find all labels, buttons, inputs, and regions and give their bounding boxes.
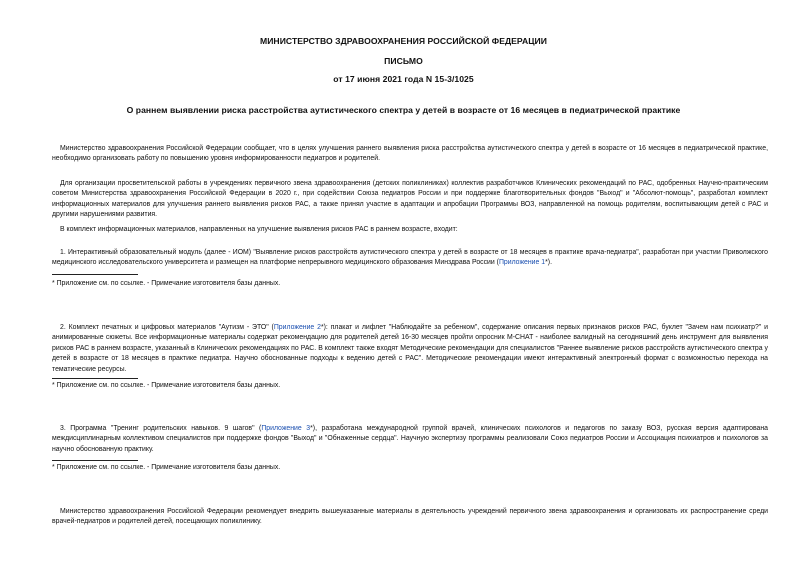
footnote-2: * Приложение см. по ссылке. - Примечание изготовителя базы данных.	[52, 382, 281, 389]
footnote-divider	[52, 274, 138, 275]
paragraph-intro: Министерство здравоохранения Российской Федерации сообщает, что в целях улучшения раннего выявления риска расстройства аутистического спектра у детей в возрасте от 16 месяцев в педиатрической практике, необходимо организовать работу по повышению уровня информированности педиатров и родителей.	[52, 145, 768, 163]
list-item-2: 2. Комплект печатных и цифровых материалов "Аутизм - ЭТО" (Приложение 2*): плакат и лифлет "Наблюдайте за ребенком", содержание описания первых признаков рисков РАС, буклет "Зачем нам психиатр?" и анимированные сюжеты. Все информационные материалы содержат рекомендацию для родителей детей 16-30 месяцев пройти опросник M-CHAT - наиболее валидный на сегодняшний день инструмент для выявления рисков РАС в раннем возрасте, указанный в Клинических рекомендациях по РАС. В комплект также входят Методические рекомендации для специалистов "Раннее выявление рисков расстройств аутистического спектра у детей в возрасте от 18 месяцев в практике педиатра. Научно обоснованные подходы к ведению детей с РАС". Методические рекомендации имеют интерактивный электронный формат с возможностью перехода на тематические ресурсы.	[52, 324, 768, 373]
list-item-1: 1. Интерактивный образовательный модуль (далее - ИОМ) "Выявление рисков расстройств аутистического спектра у детей в возрасте от 18 месяцев в практике врача-педиатра", разработан при участии Приволжского медицинского исследовательского университета и размещен на платформе непрерывного медицинского образования Минздрава России (Приложение 1*).	[52, 249, 768, 267]
footnote-divider	[52, 378, 138, 379]
document-date-number: от 17 июня 2021 года N 15-3/1025	[333, 74, 474, 84]
footnote-1: * Приложение см. по ссылке. - Примечание изготовителя базы данных.	[52, 280, 281, 287]
footnote-3: * Приложение см. по ссылке. - Примечание изготовителя базы данных.	[52, 464, 281, 471]
appendix-2-link[interactable]: Приложение 2	[273, 324, 321, 331]
paragraph-kit-intro: В комплект информационных материалов, направленных на улучшение выявления рисков РАС в раннем возрасте, входит:	[60, 226, 458, 233]
paragraph-organization: Для организации просветительской работы в учреждениях первичного звена здравоохранения (детских поликлиниках) коллектив разработчиков Клинических рекомендаций по РАС, одобренных Научно-практическим советом Министерства здравоохранения Российской Федерации в 2020 г., при содействии Союза педиатров России и при поддержке благотворительных фондов "Выход" и "Абсолют-помощь", разработал комплект информационных материалов для улучшения раннего выявления рисков РАС, а также принял участие в адаптации и апробации Программы ВОЗ, направленной на помощь родителям, воспитывающим детей с РАС и другими нарушениями развития.	[52, 180, 768, 219]
paragraph-recommendation: Министерство здравоохранения Российской Федерации рекомендует внедрить вышеуказанные материалы в деятельность учреждений первичного звена здравоохранения и организовать их распространение среди врачей-педиатров и родителей детей, посещающих поликлинику.	[52, 508, 768, 526]
footnote-divider	[52, 460, 138, 461]
document-type: ПИСЬМО	[384, 56, 423, 66]
appendix-1-link[interactable]: Приложение 1	[498, 259, 546, 267]
ministry-title: МИНИСТЕРСТВО ЗДРАВООХРАНЕНИЯ РОССИЙСКОЙ ФЕДЕРАЦИИ	[260, 36, 547, 46]
document-subject: О раннем выявлении риска расстройства аутистического спектра у детей в возрасте от 16 месяцев в педиатрической практике	[126, 105, 681, 115]
list-item-3: 3. Программа "Тренинг родительских навыков. 9 шагов" (Приложение 3*), разработана международной группой врачей, клинических психологов и педагогов по заказу ВОЗ, русская версия адаптирована междисциплинарным коллективом специалистов при поддержке фондов "Выход" и "Обнаженные сердца". Научную экспертизу программы реализовали Союз педиатров России и Ассоциация психиатров и психологов за научно обоснованную практику.	[52, 425, 768, 453]
appendix-3-link[interactable]: Приложение 3	[261, 425, 311, 432]
